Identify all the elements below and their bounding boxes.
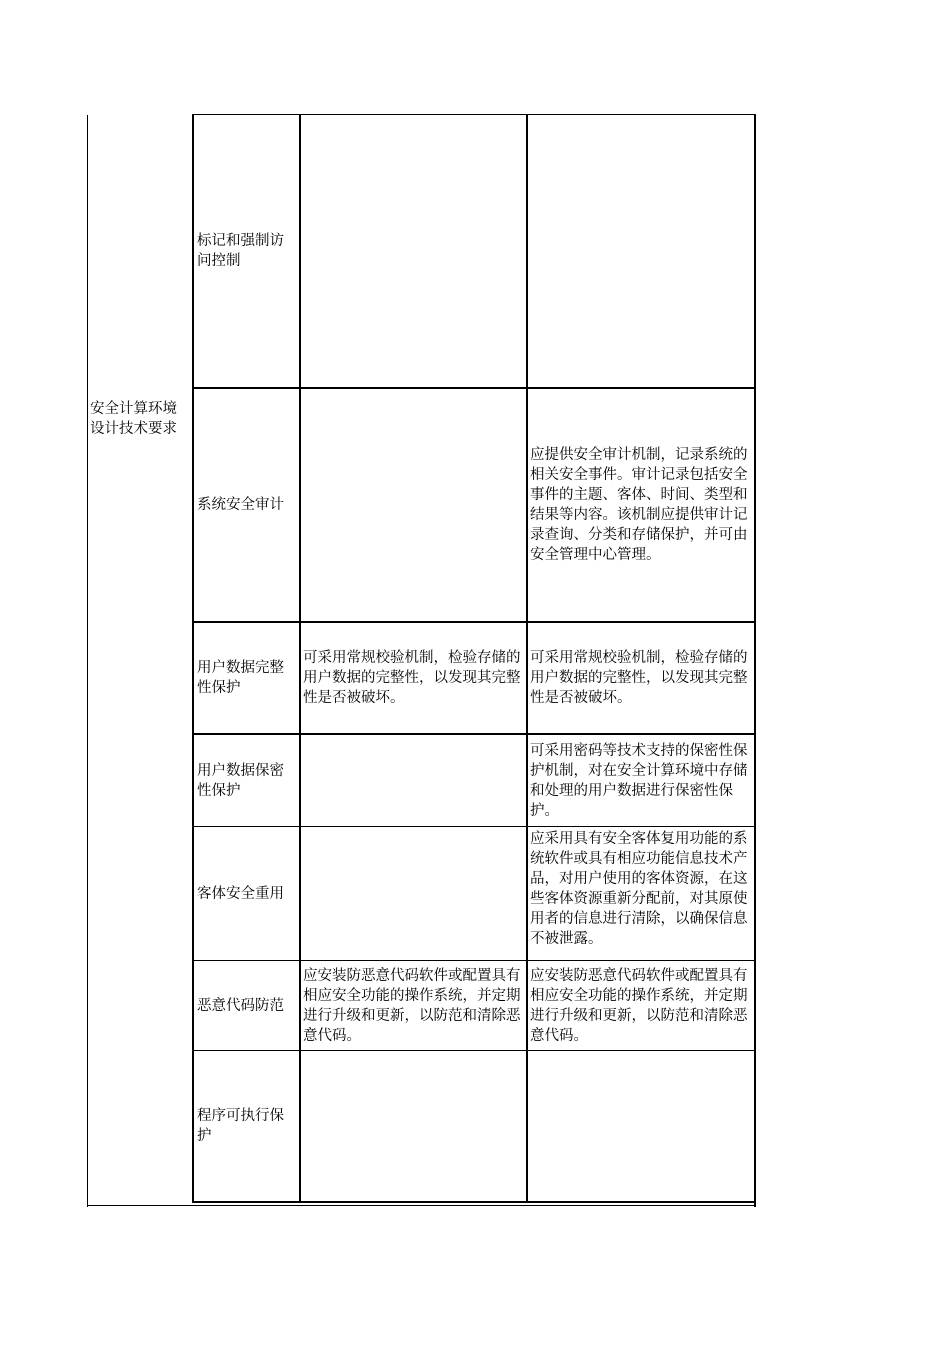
column-divider-2 xyxy=(299,114,301,1203)
item-label-data-confidentiality: 用户数据保密性保护 xyxy=(197,762,284,799)
column-divider-1 xyxy=(192,114,194,1203)
requirement-text-malware-col3: 应安装防恶意代码软件或配置具有相应安全功能的操作系统，并定期进行升级和更新，以防范和清除恶意代码。 xyxy=(530,968,748,1044)
item-label-mandatory-access-control: 标记和强制访问控制 xyxy=(197,233,284,269)
requirement-text-object-reuse: 应采用具有安全客体复用功能的系统软件或具有相应功能信息技术产品，对用户使用的客体资源，在这些客体资源重新分配前，对其原使用者的信息进行清除，以确保信息不被泄露。 xyxy=(530,831,748,947)
requirement-text-malware-col2: 应安装防恶意代码软件或配置具有相应安全功能的操作系统，并定期进行升级和更新，以防范和清除恶意代码。 xyxy=(303,968,521,1044)
table-border-bottom xyxy=(87,1205,756,1206)
requirement-text-data-integrity-col2: 可采用常规校验机制，检验存储的用户数据的完整性，以发现其完整性是否被破坏。 xyxy=(303,650,521,706)
item-label-executable-protection: 程序可执行保护 xyxy=(197,1108,284,1144)
table-border-left xyxy=(87,115,88,1207)
item-label-malware-protection: 恶意代码防范 xyxy=(197,997,284,1014)
table-border-right xyxy=(754,114,756,1207)
item-label-object-reuse: 客体安全重用 xyxy=(197,885,284,902)
column-divider-3 xyxy=(526,114,528,1203)
requirement-text-data-integrity-col3: 可采用常规校验机制，检验存储的用户数据的完整性，以发现其完整性是否被破坏。 xyxy=(530,650,748,706)
requirement-text-system-audit: 应提供安全审计机制，记录系统的相关安全事件。审计记录包括安全事件的主题、客体、时间、类型和结果等内容。该机制应提供审计记录查询、分类和存储保护，并可由安全管理中心管理。 xyxy=(530,447,748,563)
category-label: 安全计算环境设计技术要求 xyxy=(90,401,177,437)
row-border-bottom xyxy=(192,1201,756,1203)
item-label-system-audit: 系统安全审计 xyxy=(197,497,284,513)
item-label-data-integrity: 用户数据完整性保护 xyxy=(197,660,284,696)
requirement-text-data-confidentiality: 可采用密码等技术支持的保密性保护机制，对在安全计算环境中存储和处理的用户数据进行保密性保护。 xyxy=(530,742,748,819)
